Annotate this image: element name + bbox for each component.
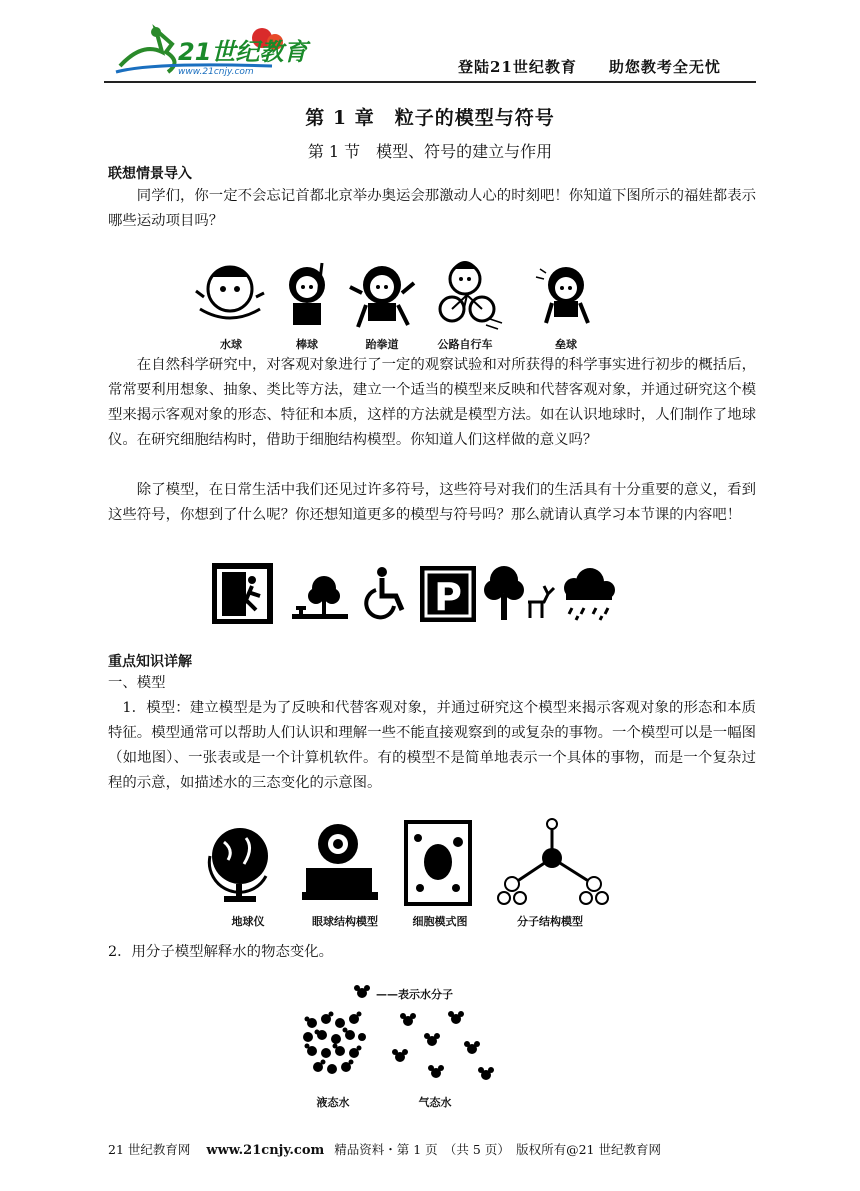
molecule-model-icon bbox=[498, 819, 608, 904]
caption-gaseous-water: 气态水 bbox=[418, 1096, 452, 1109]
gaseous-water-molecules-icon bbox=[392, 1011, 494, 1080]
fuwa-caption-water-polo: 水球 bbox=[220, 338, 242, 351]
parking-letter: P bbox=[434, 575, 462, 619]
symbols-paragraph: 除了模型，在日常生活中我们还见过许多符号，这些符号对我们的生活具有十分重要的意义，看到这些符号，你想到了什么呢？你还想知道更多的模型与符号吗？那么就请认真学习本节课的内容吧！ bbox=[108, 482, 756, 523]
fuwa-water-polo-icon bbox=[196, 267, 264, 318]
fuwa-caption-taekwondo: 跆拳道 bbox=[365, 338, 399, 351]
logo-text: 21世纪教育 bbox=[178, 38, 308, 66]
footer-site-name: 21 世纪教育网 bbox=[108, 1142, 191, 1157]
fuwa-caption-road-cycling: 公路自行车 bbox=[437, 338, 493, 351]
chapter-title: 第 1 章 粒子的模型与符号 bbox=[305, 107, 555, 129]
water-molecule-legend: ——表示水分子 bbox=[376, 988, 453, 1001]
caption-cell-diagram: 细胞模式图 bbox=[412, 915, 468, 928]
park-tree-icon bbox=[292, 576, 348, 619]
section-title: 第 1 节 模型、符号的建立与作用 bbox=[307, 142, 553, 161]
model-definition-paragraph: 1．模型：建立模型是为了反映和代替客观对象，并通过研究这个模型来揭示客观对象的形态和本质特征。模型通常可以帮助人们认识和理解一些不能直接观察到的或复杂的事物。一个模型可以是一幅图（如地图）、一张表或是一个计算机软件。有的模型不是简单地表示一个具体的事物，而是一个复杂过程的示意，如描述水的三态变化的示意图。 bbox=[108, 700, 756, 791]
fuwa-baseball-icon bbox=[289, 263, 325, 325]
caption-globe: 地球仪 bbox=[231, 915, 265, 928]
logo-url: www.21cnjy.com bbox=[178, 67, 254, 77]
fuwa-caption-baseball: 棒球 bbox=[296, 338, 318, 351]
caption-liquid-water: 液态水 bbox=[316, 1096, 350, 1109]
globe-icon bbox=[209, 828, 268, 902]
cell-diagram-icon bbox=[406, 822, 470, 904]
site-logo bbox=[112, 22, 312, 78]
water-state-paragraph: 2．用分子模型解释水的物态变化。 bbox=[108, 944, 334, 960]
header-divider bbox=[104, 81, 756, 83]
rain-cloud-icon bbox=[564, 568, 615, 620]
page-footer bbox=[108, 1140, 661, 1158]
section-heading-key-knowledge: 重点知识详解 bbox=[108, 654, 192, 670]
fuwa-caption-softball: 垒球 bbox=[555, 338, 577, 351]
header-slogan: 登陆21世纪教育 助您教考全无忧 bbox=[458, 58, 721, 76]
fuwa-figure bbox=[190, 257, 630, 335]
fuwa-taekwondo-icon bbox=[350, 266, 414, 327]
model-method-paragraph: 在自然科学研究中，对客观对象进行了一定的观察试验和对所获得的科学事实进行初步的概括后，常常要利用想象、抽象、类比等方法，建立一个适当的模型来反映和代替客观对象，并通过研究这个模型来揭示客观对象的形态、特征和本质，这样的方法就是模型方法。如在认识地球时，人们制作了地球仪。在研究细胞结构时，借助于细胞结构模型。你知道人们这样做的意义吗？ bbox=[108, 357, 756, 448]
wheelchair-accessible-icon bbox=[366, 567, 402, 617]
intro-paragraph: 同学们，你一定不会忘记首都北京举办奥运会那激动人心的时刻吧！你知道下图所示的福娃都表示哪些运动项目吗？ bbox=[108, 188, 756, 229]
eyeball-model-icon bbox=[302, 824, 378, 900]
water-molecule-legend-icon bbox=[354, 985, 370, 998]
caption-molecule-model: 分子结构模型 bbox=[517, 915, 583, 928]
liquid-water-molecules-icon bbox=[303, 1012, 366, 1075]
signs-figure bbox=[212, 562, 616, 624]
footer-url[interactable]: www.21cnjy.com bbox=[206, 1143, 325, 1158]
section-heading-intro: 联想情景导入 bbox=[108, 166, 192, 182]
emergency-exit-icon bbox=[214, 566, 270, 622]
forest-deer-icon bbox=[484, 566, 554, 620]
caption-eyeball-model: 眼球结构模型 bbox=[312, 915, 378, 928]
model-examples-figure bbox=[206, 818, 626, 912]
fuwa-softball-icon bbox=[536, 267, 588, 323]
parking-sign-icon bbox=[420, 566, 476, 622]
subheading-model: 一、模型 bbox=[108, 675, 166, 691]
fuwa-road-cycling-icon bbox=[440, 261, 502, 329]
footer-page-info: 精品资料・第 1 页 （共 5 页） 版权所有@21 世纪教育网 bbox=[334, 1142, 661, 1157]
